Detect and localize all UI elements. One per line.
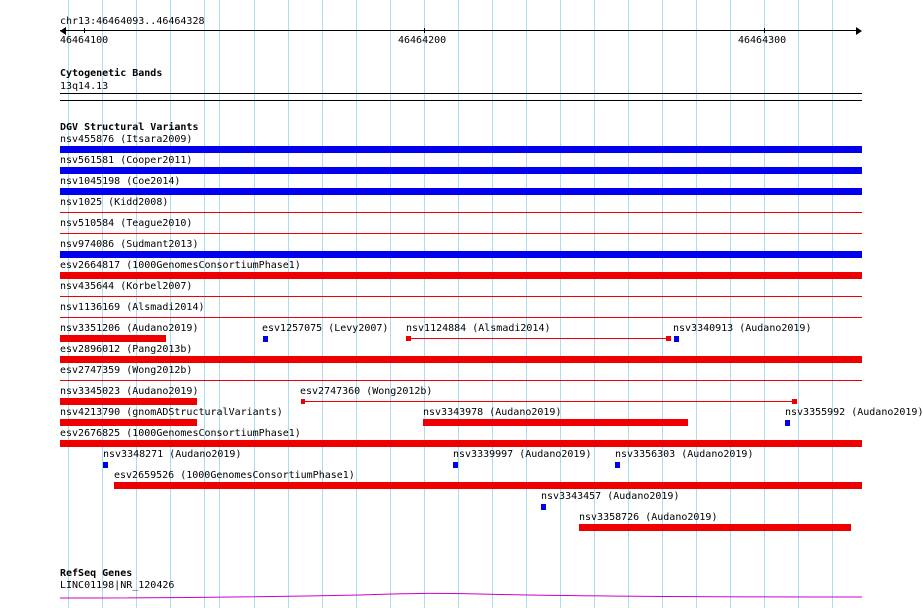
variant-label: nsv3343457 (Audano2019)	[541, 491, 680, 502]
variant-line[interactable]	[60, 380, 862, 381]
grid-line	[832, 0, 833, 608]
variant-label: nsv3348271 (Audano2019)	[103, 449, 242, 460]
grid-line	[492, 0, 493, 608]
variant-bar[interactable]	[60, 188, 862, 195]
variant-label: nsv455876 (Itsara2009)	[60, 134, 193, 145]
variant-label: nsv4213790 (gnomADStructuralVariants)	[60, 407, 283, 418]
variant-bar[interactable]	[263, 336, 268, 342]
variant-bar[interactable]	[60, 356, 862, 363]
variant-label: esv1257075 (Levy2007)	[262, 323, 389, 334]
variant-label: nsv510584 (Teague2010)	[60, 218, 193, 229]
variant-bar[interactable]	[453, 462, 458, 468]
variant-bar[interactable]	[541, 504, 546, 510]
variant-bar[interactable]	[60, 419, 197, 426]
variant-line[interactable]	[60, 296, 862, 297]
grid-line	[764, 0, 765, 608]
variant-label: nsv561581 (Cooper2011)	[60, 155, 193, 166]
ruler-left-arrow-icon	[60, 27, 66, 35]
grid-line	[560, 0, 561, 608]
variant-bar[interactable]	[60, 335, 166, 342]
ruler-tick-label: 46464200	[398, 35, 447, 46]
track-divider	[60, 100, 862, 101]
grid-line	[730, 0, 731, 608]
grid-line	[798, 0, 799, 608]
variant-label: nsv3345023 (Audano2019)	[60, 386, 199, 397]
ruler-tick	[84, 28, 85, 33]
variant-label: esv2896012 (Pang2013b)	[60, 344, 193, 355]
variant-label: nsv1025 (Kidd2008)	[60, 197, 169, 208]
ruler-line	[60, 30, 858, 31]
ruler-tick-label: 46464300	[738, 35, 787, 46]
variant-label: nsv3355992 (Audano2019)	[785, 407, 923, 418]
gene-label: LINC01198|NR_120426	[60, 580, 175, 591]
variant-label: nsv3339997 (Audano2019)	[453, 449, 592, 460]
variant-label: esv2747359 (Wong2012b)	[60, 365, 193, 376]
variant-bar[interactable]	[674, 336, 679, 342]
grid-line	[458, 0, 459, 608]
variant-bar[interactable]	[60, 167, 862, 174]
variant-label: nsv1136169 (Alsmadi2014)	[60, 302, 205, 313]
ruler-tick	[764, 28, 765, 33]
cytoband-band[interactable]	[60, 93, 862, 94]
variant-bar[interactable]	[60, 440, 862, 447]
variant-bar[interactable]	[60, 272, 862, 279]
grid-line	[288, 0, 289, 608]
grid-line	[254, 0, 255, 608]
grid-line	[424, 0, 425, 608]
variant-bar[interactable]	[103, 462, 108, 468]
variant-intron-line[interactable]	[411, 338, 666, 339]
variant-bar[interactable]	[785, 420, 790, 426]
variant-bar[interactable]	[60, 251, 862, 258]
variant-bar[interactable]	[114, 482, 862, 489]
ruler-right-arrow-icon	[856, 27, 862, 35]
variant-bar[interactable]	[60, 398, 197, 405]
variant-label: esv2676825 (1000GenomesConsortiumPhase1)	[60, 428, 301, 439]
variant-label: esv2664817 (1000GenomesConsortiumPhase1)	[60, 260, 301, 271]
refseq-track-title: RefSeq Genes	[60, 568, 133, 579]
gene-feature[interactable]	[60, 590, 862, 602]
variant-label: nsv435644 (Korbel2007)	[60, 281, 193, 292]
variant-label: nsv3340913 (Audano2019)	[673, 323, 812, 334]
variant-label: esv2747360 (Wong2012b)	[300, 386, 433, 397]
ruler-tick	[424, 28, 425, 33]
variant-block-right[interactable]	[792, 399, 797, 404]
variant-bar[interactable]	[579, 524, 851, 531]
ruler-tick-label: 46464100	[60, 35, 109, 46]
variant-label: nsv1124884 (Alsmadi2014)	[406, 323, 551, 334]
variant-label: nsv3358726 (Audano2019)	[579, 512, 718, 523]
variant-label: nsv974086 (Sudmant2013)	[60, 239, 199, 250]
grid-line	[526, 0, 527, 608]
cytoband-label: 13q14.13	[60, 81, 109, 92]
variant-label: esv2659526 (1000GenomesConsortiumPhase1)	[114, 470, 355, 481]
variant-intron-line[interactable]	[305, 401, 792, 402]
grid-line	[356, 0, 357, 608]
ruler-location: chr13:46464093..46464328	[60, 16, 205, 27]
variant-label: nsv3356303 (Audano2019)	[615, 449, 754, 460]
grid-line	[390, 0, 391, 608]
variant-label: nsv1045198 (Coe2014)	[60, 176, 181, 187]
variant-bar[interactable]	[615, 462, 620, 468]
variant-bar[interactable]	[60, 146, 862, 153]
variant-line[interactable]	[60, 212, 862, 213]
dgv-track-title: DGV Structural Variants	[60, 122, 199, 133]
grid-line	[322, 0, 323, 608]
variant-bar[interactable]	[423, 419, 688, 426]
variant-label: nsv3343978 (Audano2019)	[423, 407, 562, 418]
variant-line[interactable]	[60, 233, 862, 234]
cytoband-track-title: Cytogenetic Bands	[60, 68, 163, 79]
grid-line	[219, 0, 220, 608]
variant-label: nsv3351206 (Audano2019)	[60, 323, 199, 334]
variant-block-right[interactable]	[666, 336, 671, 341]
variant-line[interactable]	[60, 317, 862, 318]
